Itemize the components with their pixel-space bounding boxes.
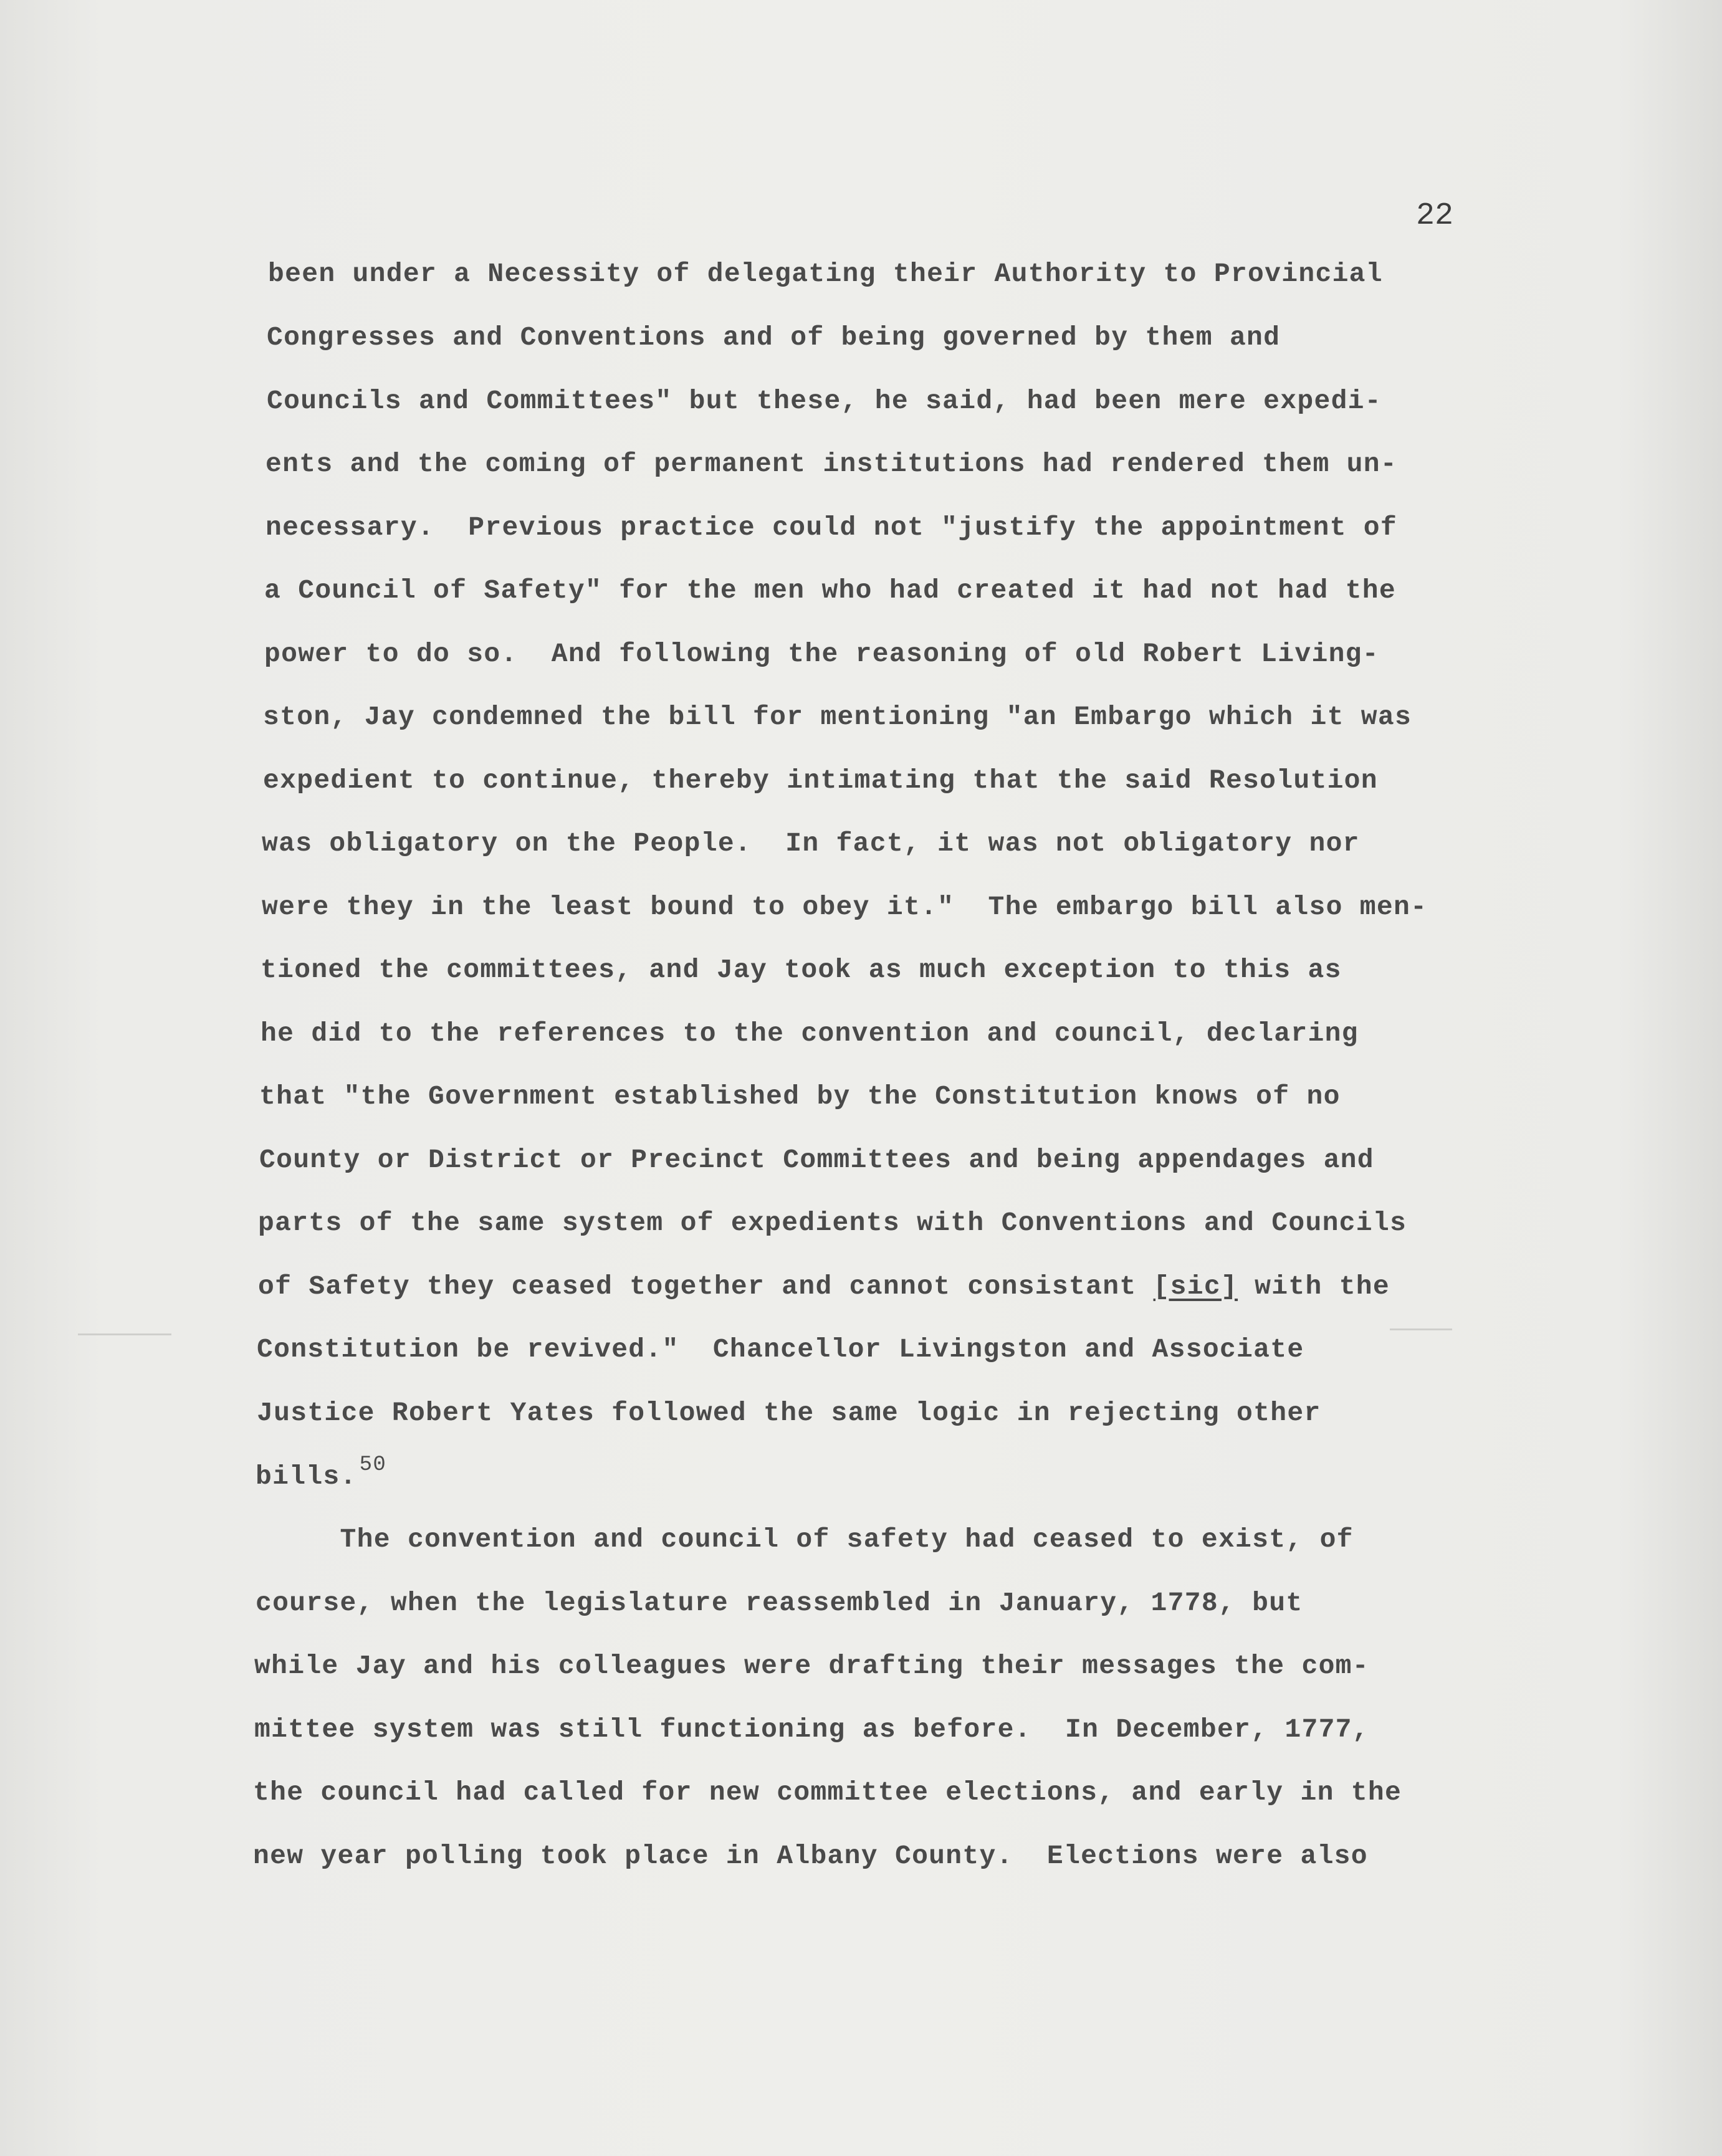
text-line: necessary. Previous practice could not "justify the appointment of — [265, 512, 1397, 543]
fold-mark-right — [1390, 1328, 1452, 1330]
text-line: were they in the least bound to obey it." The embargo bill also men- — [262, 892, 1428, 922]
sic-annotation: [sic] — [1153, 1271, 1238, 1302]
paragraph-line: mittee system was still functioning as before. In December, 1777, — [254, 1714, 1369, 1745]
paragraph-line: new year polling took place in Albany County. Elections were also — [253, 1841, 1368, 1871]
text-line: was obligatory on the People. In fact, it was not obligatory nor — [262, 828, 1360, 859]
text-line: County or District or Precinct Committees and being appendages and — [259, 1145, 1374, 1175]
page-number: 22 — [1416, 198, 1454, 234]
text-line: tioned the committees, and Jay took as much exception to this as — [261, 955, 1342, 985]
text-fragment: with the — [1238, 1271, 1390, 1302]
text-line: Councils and Committees" but these, he said, had been mere expedi- — [267, 386, 1382, 416]
text-fragment: of Safety they ceased together and cannot consistant — [258, 1271, 1154, 1302]
text-line: ents and the coming of permanent institutions had rendered them un- — [265, 449, 1397, 479]
text-line: ston, Jay condemned the bill for mentioning "an Embargo which it was — [263, 702, 1412, 732]
text-line: Constitution be revived." Chancellor Livingston and Associate — [257, 1334, 1304, 1365]
text-line: a Council of Safety" for the men who had created it had not had the — [264, 575, 1396, 606]
footnote-reference: 50 — [359, 1453, 387, 1477]
text-line: power to do so. And following the reasoning of old Robert Living- — [264, 639, 1379, 669]
text-line-with-sic — [258, 1268, 1390, 1305]
text-line: been under a Necessity of delegating their Authority to Provincial — [268, 259, 1383, 289]
paragraph-line: the council had called for new committee elections, and early in the — [253, 1777, 1402, 1808]
text-line: that "the Government established by the Constitution knows of no — [259, 1081, 1341, 1112]
text-line: expedient to continue, thereby intimating that the said Resolution — [263, 765, 1378, 796]
paragraph-line: while Jay and his colleagues were drafting their messages the com- — [254, 1651, 1369, 1681]
paragraph-line: course, when the legislature reassembled in January, 1778, but — [256, 1588, 1303, 1618]
text-line: he did to the references to the convention and council, declaring — [261, 1018, 1359, 1049]
text-line: Justice Robert Yates followed the same logic in rejecting other — [257, 1398, 1321, 1428]
fold-mark-left — [78, 1333, 171, 1335]
text-line: Congresses and Conventions and of being governed by them and — [267, 322, 1281, 353]
text-line-with-footnote — [256, 1453, 387, 1497]
paragraph-line: The convention and council of safety had ceased to exist, of — [256, 1524, 1354, 1555]
text-line: parts of the same system of expedients with Conventions and Councils — [258, 1208, 1407, 1238]
text-fragment: bills. — [256, 1461, 357, 1492]
